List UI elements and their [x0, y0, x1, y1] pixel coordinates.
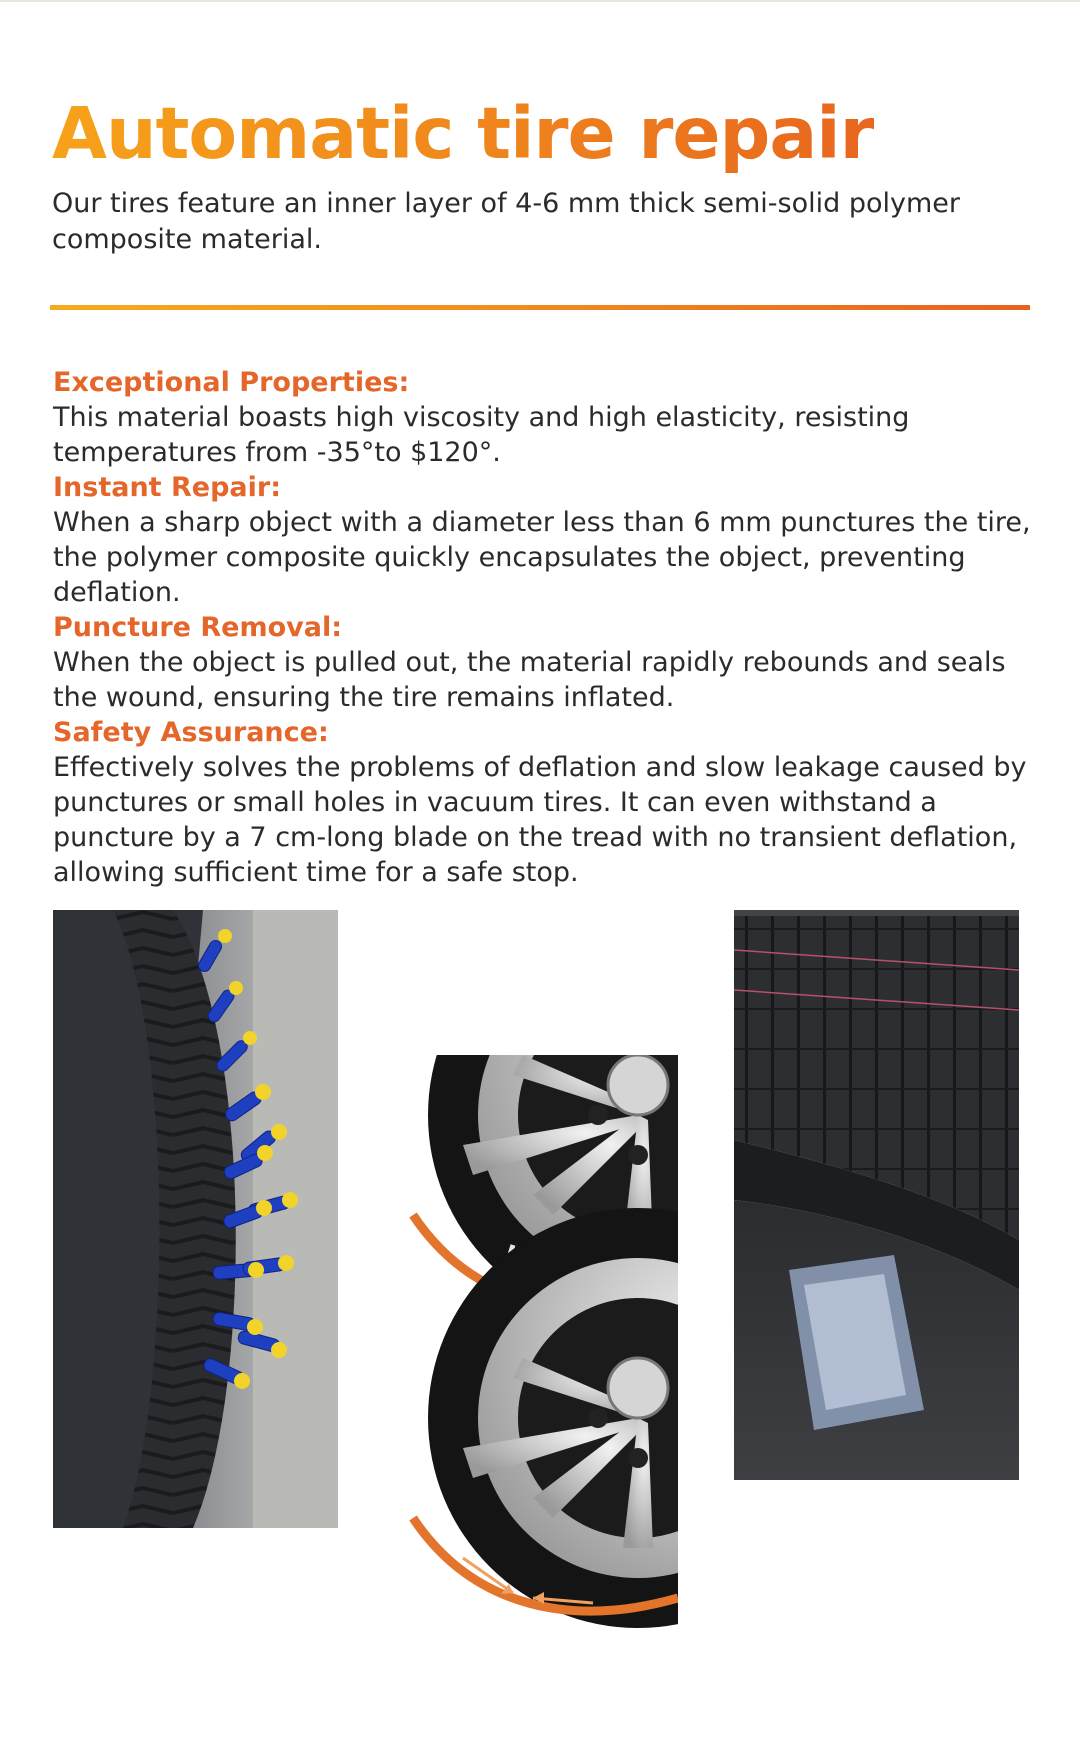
property-body: When a sharp object with a diameter less than 6 mm punctures the tire, the polymer composite quickly encapsulates the object, preventing deflation. — [53, 507, 1031, 608]
property-body: When the object is pulled out, the material rapidly rebounds and seals the wound, ensuring the tire remains inflated. — [53, 647, 1006, 713]
property-heading: Safety Assurance: — [53, 717, 329, 748]
property-puncture-removal — [53, 610, 1053, 715]
property-body: Effectively solves the problems of deflation and slow leakage caused by punctures or small holes in vacuum tires. It can even withstand a puncture by a 7 cm-long blade on the tread with no transient deflation, allowing sufficient time for a safe stop. — [53, 752, 1027, 888]
puncture-seal-diagram — [393, 1055, 678, 1680]
property-safety-assurance — [53, 715, 1053, 890]
section-divider — [50, 305, 1030, 310]
tire-with-screwdrivers-photo — [53, 910, 338, 1528]
page-title: Automatic tire repair — [52, 92, 874, 175]
property-instant-repair — [53, 470, 1053, 610]
property-heading: Instant Repair: — [53, 472, 282, 503]
top-divider — [0, 0, 1080, 2]
property-body: This material boasts high viscosity and high elasticity, resisting temperatures from -35°to $120°. — [53, 402, 910, 468]
properties-list — [53, 365, 1053, 890]
property-exceptional — [53, 365, 1053, 470]
page-subtitle: Our tires feature an inner layer of 4-6 mm thick semi-solid polymer composite material. — [52, 188, 960, 255]
tire-tread-closeup-photo — [734, 910, 1019, 1480]
property-heading: Puncture Removal: — [53, 612, 343, 643]
property-heading: Exceptional Properties: — [53, 367, 410, 398]
